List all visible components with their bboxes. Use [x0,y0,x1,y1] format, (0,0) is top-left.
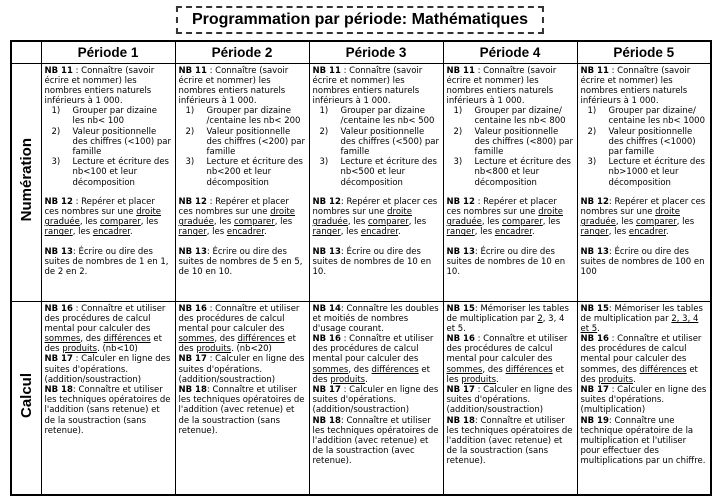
cell-calcul-periode-2: NB 16 : Connaître et utiliser des procédures de calcul mental pour calculer des sommes, des différences et des produits. (nb<20) NB 17 : Calculer en ligne des suites d'opérations. (addition/soustraction) NB 18: Connaître et utiliser les techniques opératoires de l'addition (avec retenue) et de la soustraction (sans retenue). [175,301,309,495]
row-header-numeration [11,63,41,301]
calcul-row [11,301,711,495]
cell-calcul-periode-3: NB 14: Connaître les doubles et moitiés de nombres d'usage courant. NB 16 : Connaître et utiliser des procédures de calcul mental pour calculer des sommes, des différences et des produits. NB 17 : Calculer en ligne des suites d'opérations. (addition/soustraction) NB 18: Connaître et utiliser les techniques opératoires de l'addition (avec retenue) et de la soustraction (avec retenue). [309,301,443,495]
period-5-header: Période 5 [577,41,711,63]
cell-numeration-periode-4: NB 11 : Connaître (savoir écrire et nommer) les nombres entiers naturels inférieurs à 1 000. 1) Grouper par dizaine/ centaine les nb< 800 2) Valeur positionnelle des chiffres (<800) par famille 3) Lecture et écriture des nb<800 et leur décomposition NB 12 : Repérer et placer ces nombres sur une droite graduée, les comparer, les ranger, les encadrer. NB 13: Écrire ou dire des suites de nombres de 10 en 10. [443,63,577,301]
corner-cell [11,41,41,63]
cell-numeration-periode-3: NB 11 : Connaître (savoir écrire et nommer) les nombres entiers naturels inférieurs à 1 000. 1) Grouper par dizaine /centaine les nb< 500 2) Valeur positionnelle des chiffres (<500) par famille 3) Lecture et écriture des nb<500 et leur décomposition NB 12: Repérer et placer ces nombres sur une droite graduée, les comparer, les ranger, les encadrer. NB 13: Écrire ou dire des suites de nombres de 10 en 10. [309,63,443,301]
cell-numeration-periode-2: NB 11 : Connaître (savoir écrire et nommer) les nombres entiers naturels inférieurs à 1 000. 1) Grouper par dizaine /centaine les nb< 200 2) Valeur positionnelle des chiffres (<200) par famille 3) Lecture et écriture des nb<200 et leur décomposition NB 12 : Repérer et placer ces nombres sur une droite graduée, les comparer, les ranger, les encadrer. NB 13: Écrire ou dire des suites de nombres de 5 en 5, de 10 en 10. [175,63,309,301]
row-header-numeration-label: Numération [17,138,35,222]
header-row [11,41,711,63]
period-3-header: Période 3 [309,41,443,63]
page-title: Programmation par période: Mathématiques [176,6,544,34]
period-4-header: Période 4 [443,41,577,63]
cell-numeration-periode-1: NB 11 : Connaître (savoir écrire et nommer) les nombres entiers naturels inférieurs à 1 000. 1) Grouper par dizaine les nb< 100 2) Valeur positionnelle des chiffres (<100) par famille 3) Lecture et écriture des nb<100 et leur décomposition NB 12 : Repérer et placer ces nombres sur une droite graduée, les comparer, les ranger, les encadrer. NB 13: Écrire ou dire des suites de nombres de 1 en 1, de 2 en 2. [41,63,175,301]
period-1-header: Période 1 [41,41,175,63]
programme-table [10,40,712,496]
cell-calcul-periode-1: NB 16 : Connaître et utiliser des procédures de calcul mental pour calculer des sommes, des différences et des produits. (nb<10) NB 17 : Calculer en ligne des suites d'opérations. (addition/soustraction) NB 18: Connaître et utiliser les techniques opératoires de l'addition (sans retenue) et de la soustraction (sans retenue). [41,301,175,495]
period-2-header: Période 2 [175,41,309,63]
cell-calcul-periode-4: NB 15: Mémoriser les tables de multiplication par 2, 3, 4 et 5. NB 16 : Connaître et utiliser des procédures de calcul mental pour calculer des sommes, des différences et les produits. NB 17 : Calculer en ligne des suites d'opérations. (addition/soustraction) NB 18: Connaître et utiliser les techniques opératoires de l'addition (avec retenue) et de la soustraction (sans retenue). [443,301,577,495]
numeration-row [11,63,711,301]
cell-numeration-periode-5: NB 11 : Connaître (savoir écrire et nommer) les nombres entiers naturels inférieurs à 1 000. 1) Grouper par dizaine/ centaine les nb< 1000 2) Valeur positionnelle des chiffres (<1000) par famille 3) Lecture et écriture des nb>1000 et leur décomposition NB 12: Repérer et placer ces nombres sur une droite graduée, les comparer, les ranger, les encadrer. NB 13: Écrire ou dire des suites de nombres de 100 en 100 [577,63,711,301]
row-header-calcul [11,301,41,495]
cell-calcul-periode-5: NB 15: Mémoriser les tables de multiplication par 2, 3, 4 et 5. NB 16 : Connaître et utiliser des procédures de calcul mental pour calculer des sommes, des différences et des produits. NB 17 : Calculer en ligne des suites d'opérations. (multiplication) NB 19: Connaître une technique opératoire de la multiplication et l'utiliser pour effectuer des multiplications par un chiffre. [577,301,711,495]
row-header-calcul-label: Calcul [17,373,35,419]
